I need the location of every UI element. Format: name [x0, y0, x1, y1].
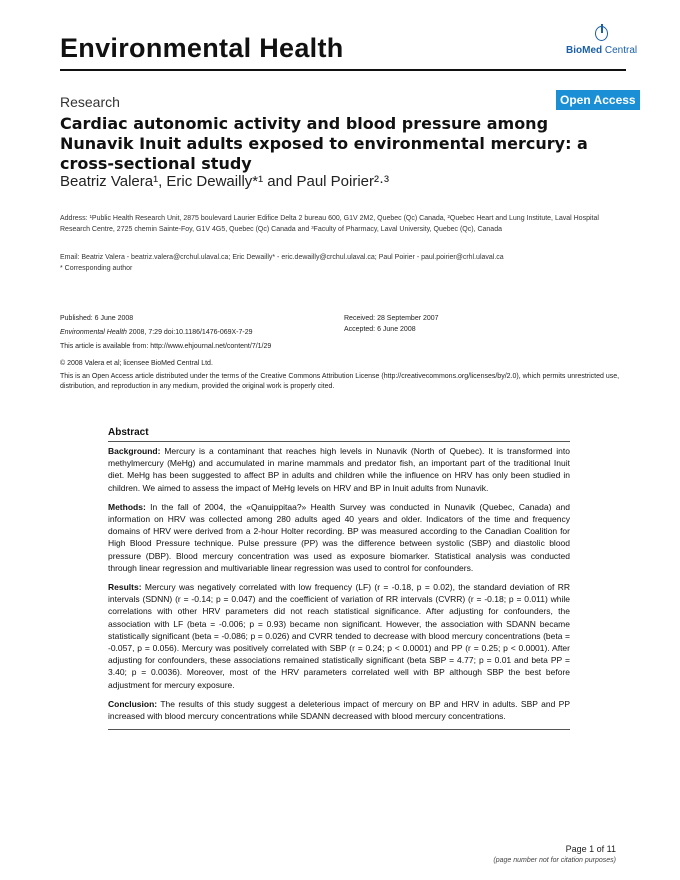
published-date: Published: 6 June 2008	[60, 315, 134, 322]
abstract-section-label: Methods:	[108, 501, 146, 512]
abstract-results	[108, 581, 570, 691]
abstract-section-label: Results:	[108, 582, 142, 593]
abstract-section-text: Mercury was negatively correlated with low frequency (LF) (r = -0.18, p = 0.02), the standard deviation of RR intervals (SDNN) (r = -0.14; p = 0.047) and the coefficient of variation of RR intervals (CVRR) (r = -0.18; p = 0.011) while correlations with other HRV parameters did not reach statistical significance. After adjusting for confounders, the association with LF (beta = -0.006; p = 0.93) became non significant. However, the association with SDANN became statistically significant (beta = -0.086; p = 0.026) and CVRR tended to decrease with blood mercury concentrations (beta = -0.057, p = 0.056). Mercury was positively correlated with SBP (r = 0.24; p < 0.0001) and PP (r = 0.25; p < 0.0001). After adjusting for confounders, these associations remained statistically significant (beta SBP = 4.77; p = 0.01 and beta PP = 3.40; p = 0.0036). Moreover, most of the HRV parameters correlated well with BP although SBP the best before adjustment for mercury exposure.	[108, 582, 570, 690]
publisher-suffix: Central	[604, 45, 638, 56]
open-access-badge: Open Access	[556, 90, 640, 110]
article-title: Cardiac autonomic activity and blood pressure among Nunavik Inuit adults exposed to environmental mercury: a cross-sectional study	[60, 114, 588, 173]
license-text: This is an Open Access article distributed under the terms of the Creative Commons Attribution License (http://creativecommons.org/licenses/by/2.0), which permits unrestricted use, distribution, and reproduction in any medium, provided the original work is properly cited.	[60, 373, 620, 390]
page-number: Page 1 of 11	[565, 844, 616, 854]
article-type: Research	[60, 94, 120, 110]
abstract-section-label: Background:	[108, 446, 161, 456]
copyright-line: © 2008 Valera et al; licensee BioMed Central Ltd.	[60, 360, 213, 367]
journal-title: Environmental Health	[60, 33, 344, 63]
journal-reference	[60, 329, 253, 336]
publisher-logo-icon	[595, 26, 608, 41]
abstract-rule-bottom	[108, 729, 570, 730]
abstract-rule-top	[108, 441, 570, 442]
publisher-brand: BioMed	[566, 45, 603, 56]
journal-reference-name: Environmental Health	[60, 329, 127, 336]
abstract-heading: Abstract	[108, 427, 149, 438]
journal-reference-details: 2008, 7:29 doi:10.1186/1476-069X-7-29	[126, 329, 253, 336]
email-line[interactable]: Email: Beatriz Valera - beatriz.valera@crchul.ulaval.ca; Eric Dewailly* - eric.dewailly@crchul.ulaval.ca; Paul Poirier - paul.poirier@crhl.ulaval.ca	[60, 254, 504, 261]
received-date: Received: 28 September 2007	[344, 315, 439, 322]
affiliations: Address: ¹Public Health Research Unit, 2875 boulevard Laurier Edifice Delta 2 bureau 600, G1V 2M2, Quebec (Qc) Canada, ²Quebec Heart and Lung Institute, Laval Hospital Research Centre, 2725 chemin Sainte-Foy, G1V 4G5, Quebec (Qc) Canada and ³Faculty of Pharmacy, Laval University, Quebec (Qc), Canada	[60, 215, 599, 233]
publisher-logo-text	[566, 45, 637, 56]
abstract-box	[108, 427, 570, 730]
author-list: Beatriz Valera¹, Eric Dewailly*¹ and Paul Poirier²·³	[60, 173, 389, 190]
accepted-date: Accepted: 6 June 2008	[344, 326, 416, 333]
abstract-section-label: Conclusion:	[108, 698, 158, 709]
publisher-logo[interactable]	[566, 26, 638, 62]
abstract-background	[108, 445, 570, 494]
abstract-methods	[108, 501, 570, 574]
author-emails	[60, 252, 620, 274]
abstract-section-text: The results of this study suggest a deleterious impact of mercury on BP and HRV in adults. SBP and PP increased with blood mercury concentrations while SDANN decreased with blood mercury concentrations.	[108, 698, 570, 722]
abstract-conclusion	[108, 698, 570, 722]
abstract-section-text: Mercury is a contaminant that reaches high levels in Nunavik (North of Quebec). It is transformed into methylmercury (MeHg) and accumulated in marine mammals and predator fish, an important part of the traditional Inuit diet. MeHg has been suggested to affect BP in adults and children while the influence on HRV has only been studied in children. We aimed to assess the impact of MeHg levels on HRV and BP in Inuit adults from Nunavik.	[108, 446, 570, 493]
corresponding-author-note: * Corresponding author	[60, 265, 133, 272]
header-rule	[60, 69, 626, 71]
article-url[interactable]: This article is available from: http://www.ehjournal.net/content/7/1/29	[60, 343, 272, 350]
page-number-note: (page number not for citation purposes)	[493, 857, 616, 864]
received-accepted-dates	[344, 313, 439, 335]
abstract-section-text: In the fall of 2004, the «Qanuippitaa?» Health Survey was conducted in Nunavik (Quebec, Canada) and information on HRV was collected among 280 adults aged 40 years and older. Indicators of the time and frequency domains of HRV were derived from a 2-hour Holter recording. BP was measured according to the Canadian Coalition for High Blood Pressure technique. Pulse pressure (PP) was the difference between systolic (SBP) and diastolic blood pressure (DBP). Blood mercury concentration was used as exposure biomarker. Statistical analysis was conducted through linear regression and multivariable linear regression was used to control for confounders.	[108, 501, 570, 573]
